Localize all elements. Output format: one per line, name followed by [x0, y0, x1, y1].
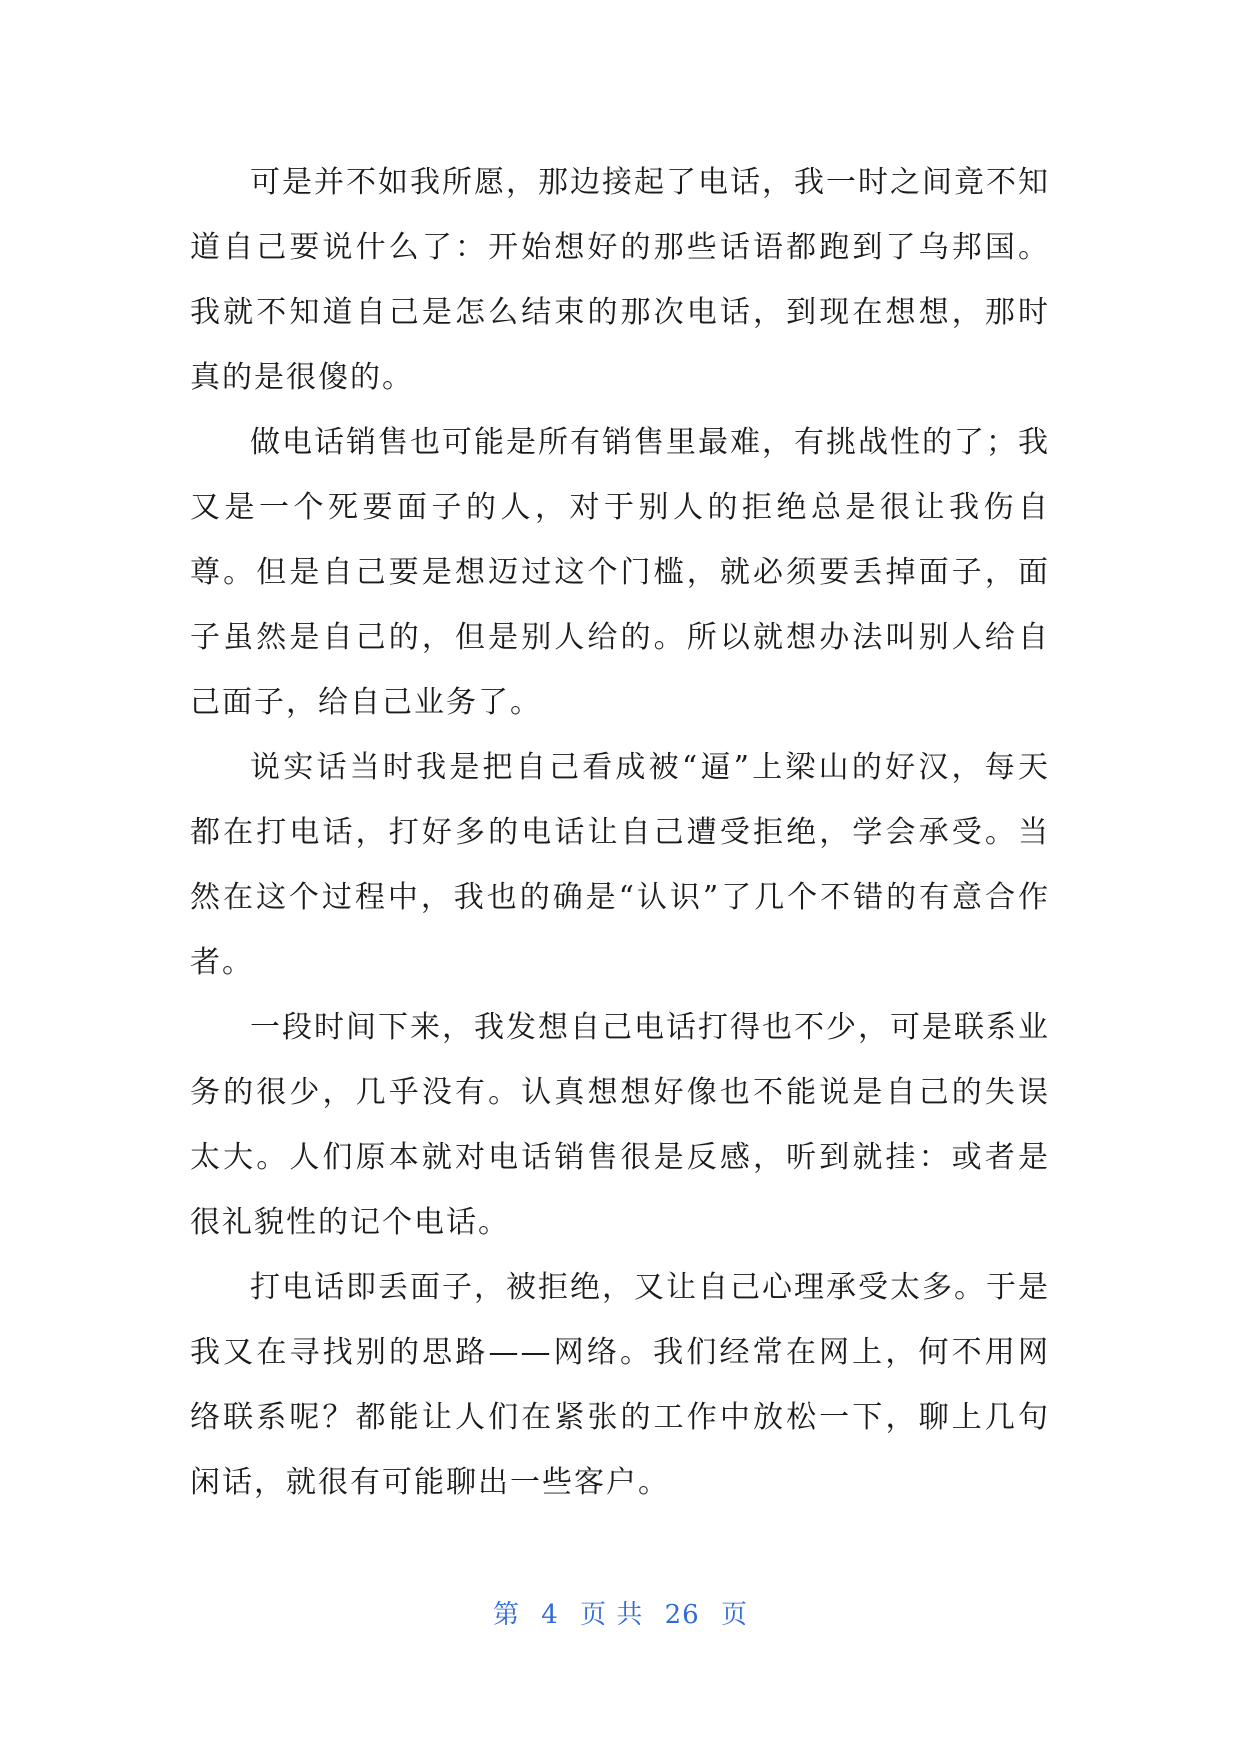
current-page-number: 4 — [541, 1600, 559, 1630]
footer-suffix: 页 — [720, 1600, 748, 1630]
footer-prefix: 第 — [493, 1600, 521, 1630]
paragraph-2: 做电话销售也可能是所有销售里最难，有挑战性的了；我又是一个死要面子的人，对于别人的拒绝总是很让我伤自尊。但是自己要是想迈过这个门槛，就必须要丢掉面子，面子虽然是自己的，但是别人给的。所以就想办法叫别人给自己面子，给自己业务了。 — [190, 425, 1050, 720]
body-text — [190, 150, 1050, 1515]
total-pages-number: 26 — [664, 1600, 700, 1630]
footer-middle: 页 共 — [580, 1600, 644, 1630]
paragraph-4: 一段时间下来，我发想自己电话打得也不少，可是联系业务的很少，几乎没有。认真想想好像也不能说是自己的失误太大。人们原本就对电话销售很是反感，听到就挂：或者是很礼貌性的记个电话。 — [190, 1010, 1050, 1240]
paragraph-5: 打电话即丢面子，被拒绝，又让自己心理承受太多。于是我又在寻找别的思路——网络。我们经常在网上，何不用网络联系呢？都能让人们在紧张的工作中放松一下，聊上几句闲话，就很有可能聊出一些客户。 — [190, 1270, 1050, 1500]
page-footer — [0, 1594, 1241, 1631]
paragraph-1: 可是并不如我所愿，那边接起了电话，我一时之间竟不知道自己要说什么了：开始想好的那些话语都跑到了乌邦国。我就不知道自己是怎么结束的那次电话，到现在想想，那时真的是很傻的。 — [190, 165, 1050, 395]
paragraph-3: 说实话当时我是把自己看成被“逼”上梁山的好汉，每天都在打电话，打好多的电话让自己遭受拒绝，学会承受。当然在这个过程中，我也的确是“认识”了几个不错的有意合作者。 — [190, 750, 1050, 980]
